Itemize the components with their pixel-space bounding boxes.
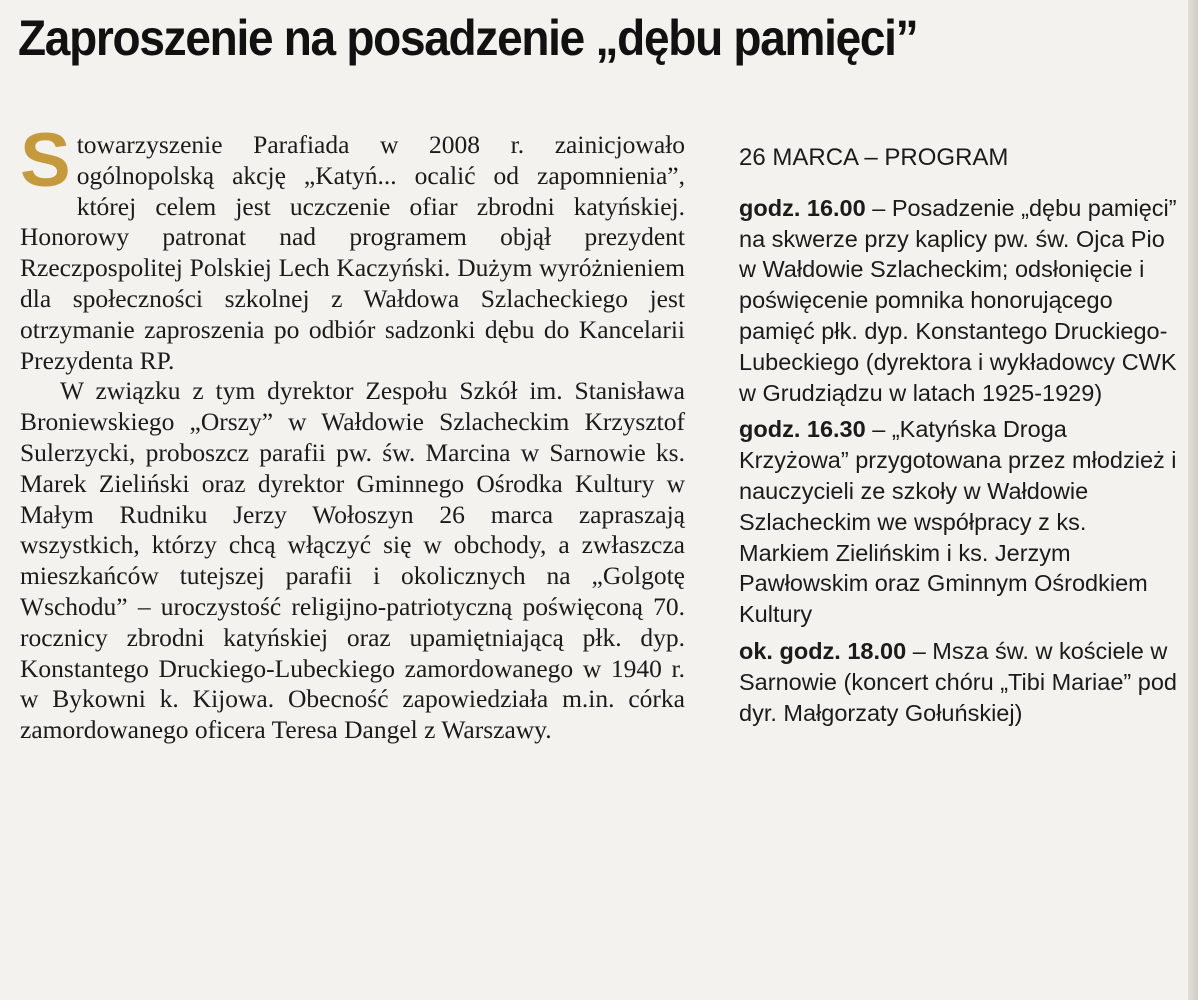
article-title: Zaproszenie na posadzenie „dębu pamięci” [18, 10, 918, 66]
program-item [739, 414, 1179, 630]
intro-paragraph-text: towarzyszenie Parafiada w 2008 r. zainicjowało ogólnopolską akcję „Katyń... ocalić od zapomnienia”, której celem jest uczczenie ofiar zbrodni katyńskiej. Honorowy patronat nad programem objął prezydent Rzeczpospolitej Polskiej Lech Kaczyński. Dużym wyróżnieniem dla społeczności szkolnej z Wałdowa Szlacheckiego jest otrzymanie zaproszenia po odbiór sadzonki dębu do Kancelarii Prezydenta RP. [20, 130, 685, 375]
program-description: – Posadzenie „dębu pamięci” na skwerze przy kaplicy pw. św. Ojca Pio w Wałdowie Szlacheckim; odsłonięcie i poświęcenie pomnika honorującego pamięć płk. dyp. Konstantego Druckiego-Lubeckiego (dyrektora i wykładowcy CWK w Grudziądzu w latach 1925-1929) [739, 194, 1177, 406]
invitation-paragraph: W związku z tym dyrektor Zespołu Szkół im. Stanisława Broniewskiego „Orszy” w Wałdowie Szlacheckim Krzysztof Sulerzycki, proboszcz parafii pw. św. Marcina w Sarnowie ks. Marek Zieliński oraz dyrektor Gminnego Ośrodka Kultury w Małym Rudniku Jerzy Wołoszyn 26 marca zapraszają wszystkich, którzy chcą włączyć się w obchody, a zwłaszcza mieszkańców tutejszej parafii i okolicznych na „Golgotę Wschodu” – uroczystość religijno-patriotyczną poświęconą 70. rocznicy zbrodni katyńskiej oraz upamiętniającą płk. dyp. Konstantego Druckiego-Lubeckiego zamordowanego w 1940 r. w Bykowni k. Kijowa. Obecność zapowiedziała m.in. córka zamordowanego oficera Teresa Dangel z Warszawy. [20, 376, 685, 745]
drop-cap: S [20, 118, 71, 203]
program-description: – Msza św. w kościele w Sarnowie (koncert chóru „Tibi Mariae” pod dyr. Małgorzaty Gołuńskiej) [739, 637, 1177, 726]
program-item [739, 636, 1179, 728]
program-time: godz. 16.00 [739, 194, 866, 221]
program-time: ok. godz. 18.00 [739, 637, 907, 664]
program-box [739, 143, 1179, 734]
adjacent-page-edge [1188, 0, 1198, 1000]
program-item [739, 193, 1179, 409]
program-description: – „Katyńska Droga Krzyżowa” przygotowana przez młodzież i nauczycieli ze szkoły w Wałdowie Szlacheckim we współpracy z ks. Markiem Zielińskim i ks. Jerzym Pawłowskim oraz Gminnym Ośrodkiem Kultury [739, 416, 1177, 628]
program-heading: 26 MARCA – PROGRAM [739, 144, 1009, 171]
intro-paragraph [20, 118, 685, 376]
program-time: godz. 16.30 [739, 416, 866, 443]
article-body [20, 118, 685, 746]
